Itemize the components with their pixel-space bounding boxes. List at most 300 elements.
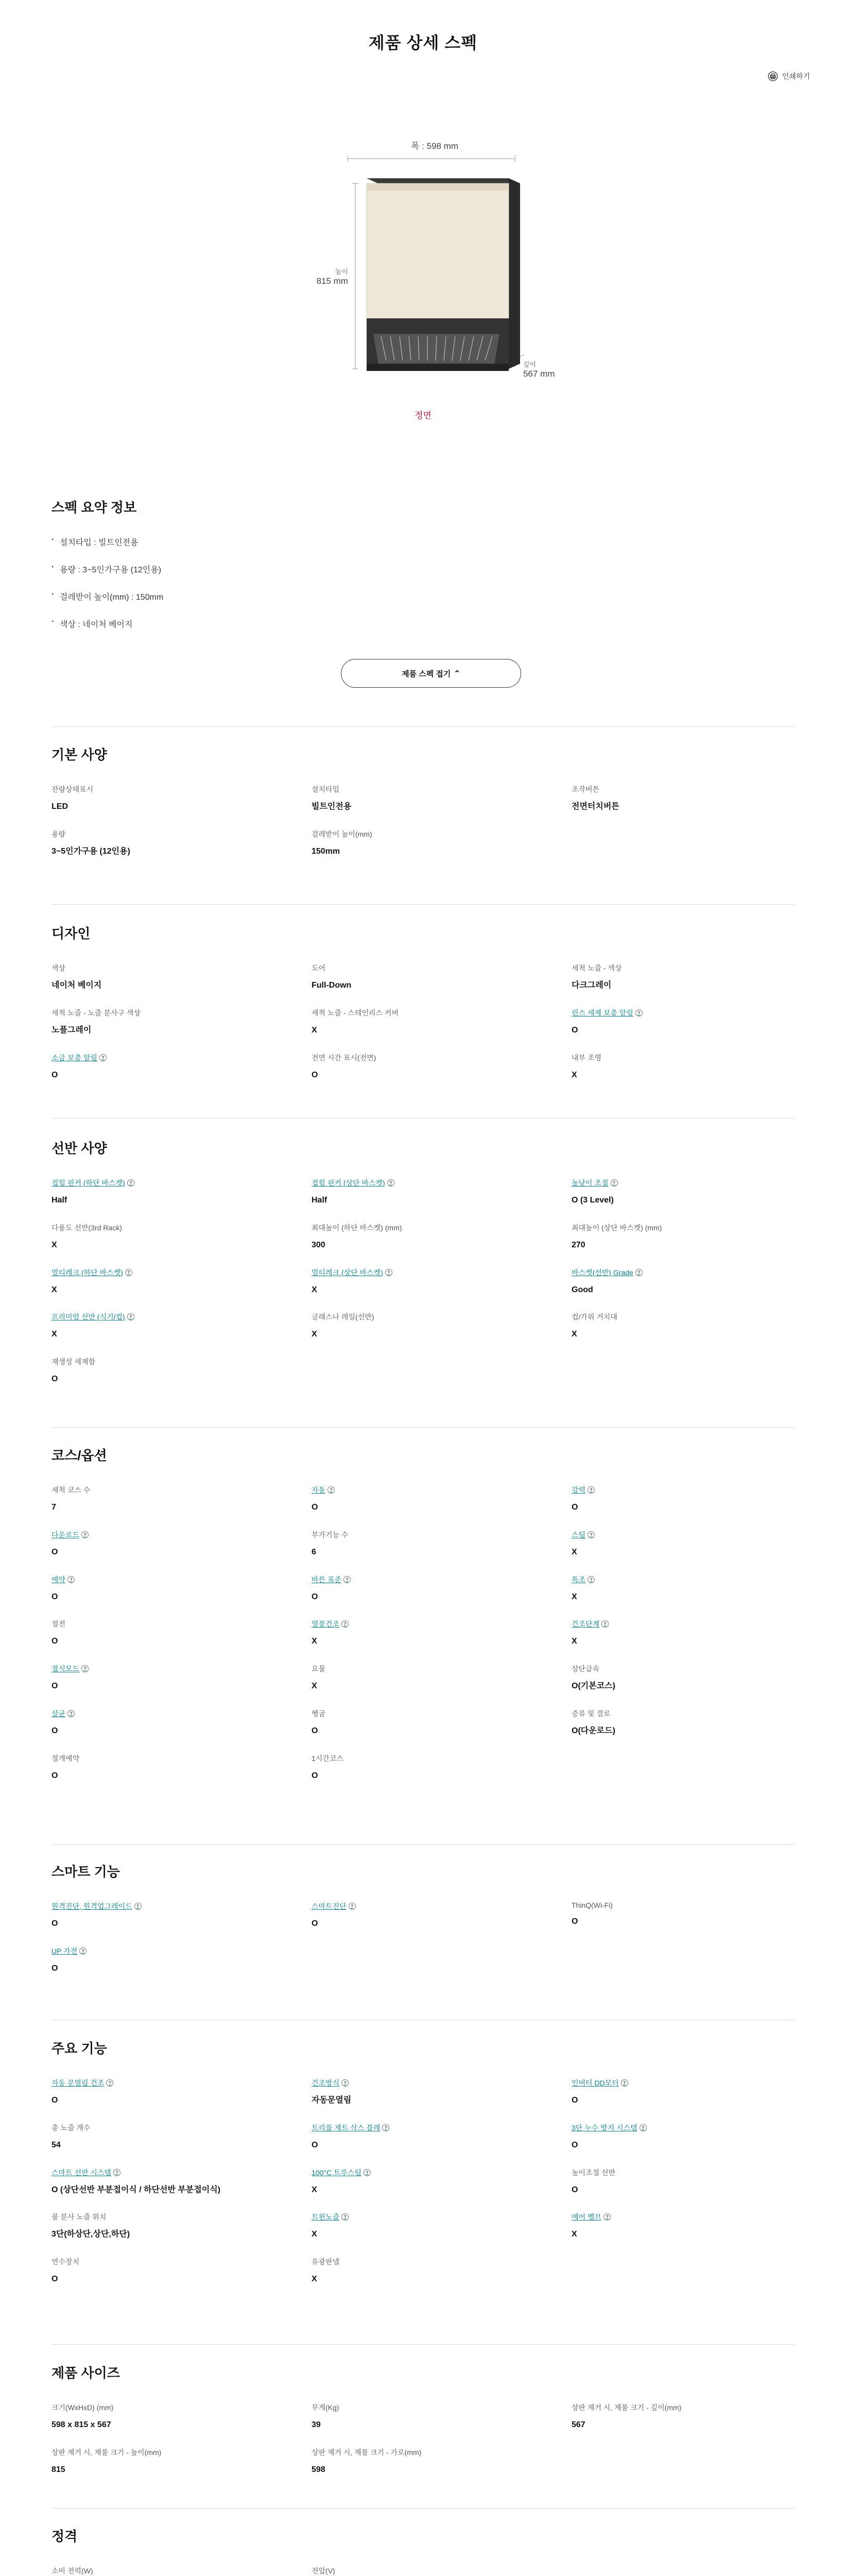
spec-label [312, 2402, 572, 2413]
spec-item [572, 1901, 795, 1930]
spec-item [572, 2402, 795, 2432]
spec-item [51, 2078, 312, 2107]
section-title: 정격 [51, 2529, 78, 2544]
spec-label-text: 자동 [312, 1486, 326, 1494]
spec-label-text: 세척 코스 수 [51, 1486, 91, 1494]
spec-item [51, 1485, 312, 1514]
spec-label-link[interactable] [312, 2078, 572, 2088]
spec-label-text: 잔량상태표시 [51, 785, 94, 793]
help-icon[interactable]: ? [81, 1665, 89, 1672]
printer-icon [768, 71, 778, 81]
spec-grid [51, 2078, 795, 2286]
spec-label-text: 최대높이 (하단 바스켓) (mm) [312, 1223, 402, 1232]
spec-label-link[interactable] [572, 1530, 795, 1540]
spec-item [312, 2566, 572, 2576]
spec-label-text: 바른 표준 [312, 1575, 341, 1584]
spec-item [51, 1530, 312, 1559]
spec-label-text: 무게(Kg) [312, 2403, 339, 2412]
spec-item [51, 963, 312, 992]
spec-label-text: 연수장치 [51, 2258, 80, 2266]
spec-value: 598 [312, 2465, 325, 2474]
spec-label [51, 2257, 312, 2267]
spec-label [51, 1357, 312, 1367]
help-icon[interactable]: ? [385, 1269, 392, 1276]
spec-label-text: 건조단계 [572, 1620, 600, 1629]
spec-value: 자동문열림 [312, 2096, 352, 2105]
spec-label [51, 1223, 312, 1233]
spec-label-link[interactable] [312, 2167, 572, 2178]
help-icon[interactable]: ? [603, 2213, 611, 2221]
help-icon[interactable]: ? [343, 1576, 351, 1583]
spec-value: O [572, 1503, 578, 1512]
spec-item [572, 963, 795, 992]
spec-item [312, 2078, 572, 2107]
summary-item: · 색상 : 네이처 베이지 [51, 618, 795, 630]
spec-value: 다크그레이 [572, 981, 612, 990]
spec-label-text: 전압(V) [312, 2567, 335, 2575]
spec-item [312, 1664, 572, 1693]
spec-label-link[interactable] [51, 1530, 312, 1540]
help-icon[interactable]: ? [588, 1576, 595, 1583]
spec-item [572, 784, 795, 814]
spec-label-link[interactable] [51, 2167, 312, 2178]
section-divider [51, 1427, 795, 1428]
product-figure [278, 138, 566, 427]
spec-summary [51, 497, 795, 645]
spec-value: 150mm [312, 846, 340, 856]
section-title: 코스/옵션 [51, 1448, 107, 1463]
spec-label-link[interactable] [51, 1901, 312, 1911]
spec-value: X [312, 2275, 317, 2284]
spec-label-text: 조작버튼 [572, 785, 600, 793]
spec-label-text: 걸레받이 높이(mm) [312, 829, 372, 838]
spec-item [51, 1223, 312, 1252]
spec-label-text: 접힘 핀커 (하단 바스켓) [51, 1179, 125, 1187]
spec-label-link[interactable] [572, 1574, 795, 1585]
spec-label-text: ThinQ(Wi-Fi) [572, 1901, 613, 1909]
spec-label-text: 다용도 선반(3rd Rack) [51, 1223, 122, 1232]
help-icon[interactable]: ? [364, 2169, 371, 2176]
spec-label-text: 요물 [312, 1665, 326, 1673]
spec-item [312, 1530, 572, 1559]
spec-value: 39 [312, 2420, 321, 2429]
spec-label-text: 글래스나 레일(선반) [312, 1313, 374, 1321]
help-icon[interactable]: ? [387, 1179, 394, 1187]
spec-value: X [312, 1682, 317, 1691]
spec-value: O [51, 1771, 58, 1780]
help-icon[interactable]: ? [635, 1009, 643, 1016]
spec-label-text: 도어 [312, 964, 326, 972]
help-icon[interactable]: ? [79, 1947, 87, 1955]
spec-value: O [51, 1726, 58, 1735]
spec-item [312, 1901, 572, 1930]
spec-label-link[interactable] [312, 2212, 572, 2222]
help-icon[interactable]: ? [635, 1269, 643, 1276]
help-icon[interactable]: ? [125, 1269, 132, 1276]
spec-label-text: 내부 조명 [572, 1053, 601, 1062]
spec-item [51, 1053, 312, 1082]
spec-label [312, 1664, 572, 1674]
spec-item [572, 1008, 795, 1037]
print-label: 인쇄하기 [782, 72, 810, 80]
spec-value: X [312, 1330, 317, 1339]
spec-label-link[interactable] [572, 1267, 795, 1278]
spec-label-text: 건조방식 [312, 2079, 340, 2087]
spec-label-text: 증류 및 결로 [572, 1709, 611, 1718]
print-button[interactable] [768, 71, 810, 81]
help-icon[interactable]: ? [81, 1531, 89, 1538]
spec-label-link[interactable] [51, 1664, 312, 1674]
help-icon[interactable]: ? [382, 2124, 389, 2131]
help-icon[interactable]: ? [113, 2169, 120, 2176]
spec-label-text: 스마트 선반 시스템 [51, 2168, 111, 2177]
spec-value: O [572, 2140, 578, 2149]
spec-item [312, 963, 572, 992]
spec-label-text: 재생성 세제함 [51, 1358, 96, 1366]
help-icon[interactable]: ? [106, 2079, 113, 2087]
spec-label-text: 최대높이 (상단 바스켓) (mm) [572, 1223, 662, 1232]
spec-label [572, 1312, 795, 1322]
spec-value: O [312, 1919, 318, 1928]
spec-item [51, 1619, 312, 1648]
spec-item [572, 2078, 795, 2107]
help-icon[interactable]: ? [640, 2124, 647, 2131]
spec-label-text: 트리플 제트 삭스 블레 [312, 2123, 381, 2132]
section-title: 주요 기능 [51, 2041, 107, 2056]
spec-label-text: 에어 벨브 [572, 2213, 601, 2222]
spec-label-link[interactable] [572, 2212, 795, 2222]
spec-label [572, 784, 795, 794]
help-icon[interactable]: ? [127, 1313, 134, 1320]
help-icon[interactable]: ? [134, 1903, 142, 1910]
spec-item [572, 1619, 795, 1648]
spec-value: O [312, 1726, 318, 1735]
collapse-spec-label: 제품 스펙 접기 [402, 669, 451, 679]
depth-dimension-caption: 깊이 [523, 361, 537, 368]
spec-section [51, 1445, 795, 1783]
spec-label [51, 829, 312, 839]
spec-label-text: 물 분사 노즐 위치 [51, 2213, 107, 2222]
chevron-up-icon: ⌃ [454, 669, 460, 678]
spec-label-text: 크기(WxHxD) (mm) [51, 2403, 114, 2412]
spec-item [572, 1267, 795, 1297]
help-icon[interactable]: ? [621, 2079, 628, 2087]
spec-section [51, 1138, 795, 1386]
spec-label-text: 세척 노즐 - 스테인리스 커버 [312, 1008, 399, 1017]
spec-label-link[interactable] [572, 1008, 795, 1018]
help-icon[interactable]: ? [341, 1620, 349, 1628]
spec-value: O [51, 1375, 58, 1384]
spec-item [51, 2123, 312, 2152]
spec-label-text: 높이조절 선반 [572, 2168, 616, 2177]
spec-label [572, 2402, 795, 2413]
spec-value: 노플그레이 [51, 1025, 92, 1035]
spec-section [51, 744, 795, 858]
spec-label-text: 상판 제거 시, 제품 크기 - 높이(mm) [51, 2448, 162, 2456]
spec-item [51, 1901, 312, 1930]
spec-label [51, 1619, 312, 1629]
spec-section [51, 2363, 795, 2477]
depth-dimension [523, 361, 555, 379]
spec-section [51, 923, 795, 1081]
spec-label [312, 2257, 572, 2267]
spec-label-text: 소금 보충 알림 [51, 1053, 97, 1062]
spec-label-text: 절식모드 [51, 1665, 80, 1673]
spec-item [51, 2566, 312, 2576]
spec-item [312, 1267, 572, 1297]
help-icon[interactable]: ? [127, 1179, 134, 1187]
spec-label-link[interactable] [51, 1574, 312, 1585]
spec-label [51, 2212, 312, 2222]
spec-value: O [51, 1963, 58, 1973]
spec-item [312, 1708, 572, 1738]
spec-value: O [312, 1771, 318, 1780]
spec-label [572, 1708, 795, 1719]
spec-item [51, 1574, 312, 1604]
spec-label-text: 컵/가위 거치대 [572, 1313, 617, 1321]
spec-item [572, 2212, 795, 2241]
spec-value: X [572, 1637, 577, 1646]
spec-label-text: 상단급속 [572, 1665, 600, 1673]
spec-value: 815 [51, 2465, 65, 2474]
section-title: 선반 사양 [51, 1141, 107, 1156]
section-divider [51, 904, 795, 905]
spec-label [572, 1664, 795, 1674]
spec-item [572, 1664, 795, 1693]
section-title: 스마트 기능 [51, 1864, 120, 1879]
spec-value: O(기본코스) [572, 1682, 615, 1691]
spec-label [51, 784, 312, 794]
help-icon[interactable]: ? [601, 1620, 609, 1628]
spec-label [51, 1008, 312, 1018]
spec-value: X [312, 2185, 317, 2194]
spec-label-text: 총 노즐 개수 [51, 2123, 91, 2132]
spec-section [51, 1861, 795, 1975]
spec-value: 300 [312, 1240, 325, 1249]
spec-label-text: 설치타입 [312, 785, 340, 793]
spec-value: O [51, 2275, 58, 2284]
spec-value: O [51, 1070, 58, 1079]
spec-label [312, 784, 572, 794]
spec-label [312, 1753, 572, 1764]
spec-label [51, 2447, 312, 2458]
spec-label-link[interactable] [51, 1708, 312, 1719]
spec-label-link[interactable] [572, 1485, 795, 1495]
spec-label-text: 유광판넬 [312, 2258, 340, 2266]
spec-value: O [572, 1025, 578, 1035]
spec-value: O [572, 2185, 578, 2194]
spec-grid [51, 2566, 795, 2576]
summary-title: 스펙 요약 정보 [51, 500, 137, 515]
spec-value: X [572, 1070, 577, 1079]
spec-label [572, 1053, 795, 1063]
spec-label-link[interactable] [312, 1574, 572, 1585]
help-icon[interactable]: ? [611, 1179, 618, 1187]
spec-item [312, 2123, 572, 2152]
spec-label [312, 963, 572, 973]
help-icon[interactable]: ? [588, 1486, 595, 1494]
spec-label-link[interactable] [312, 1267, 572, 1278]
spec-value: O [572, 2096, 578, 2105]
spec-label-text: 1시간코스 [312, 1754, 343, 1762]
spec-value: Full-Down [312, 981, 352, 990]
spec-value: 3단(하상단,상단,하단) [51, 2230, 130, 2239]
spec-value: 54 [51, 2140, 61, 2149]
help-icon[interactable]: ? [341, 2213, 349, 2221]
section-title: 제품 사이즈 [51, 2365, 120, 2381]
section-divider [51, 2508, 795, 2509]
spec-label-link[interactable] [572, 1178, 795, 1188]
spec-label-text: 예약 [51, 1575, 66, 1584]
spec-label [312, 1223, 572, 1233]
spec-label-link[interactable] [51, 1312, 312, 1322]
spec-item [312, 2212, 572, 2241]
spec-label [572, 2167, 795, 2178]
spec-item [51, 1664, 312, 1693]
spec-value: 빌트인전용 [312, 802, 352, 811]
spec-item [51, 784, 312, 814]
spec-value: O [51, 1547, 58, 1556]
spec-label-text: 용량 [51, 829, 66, 838]
help-icon[interactable]: ? [327, 1486, 335, 1494]
spec-item [312, 829, 572, 858]
spec-item [572, 1708, 795, 1738]
spec-label-text: 세척 노즐 - 노즐 분사구 색상 [51, 1008, 141, 1017]
spec-item [312, 1053, 572, 1082]
spec-value: X [51, 1330, 57, 1339]
spec-section [51, 2526, 795, 2576]
spec-value: O [51, 1592, 58, 1601]
section-divider [51, 1844, 795, 1845]
spec-label-text: 스마트진단 [312, 1902, 347, 1910]
spec-item [51, 2212, 312, 2241]
spec-item [312, 2167, 572, 2197]
spec-label [572, 963, 795, 973]
help-icon[interactable]: ? [349, 1903, 356, 1910]
spec-item [51, 1753, 312, 1783]
spec-value: O [312, 1592, 318, 1601]
spec-label [312, 1530, 572, 1540]
spec-label-text: 3단 누수 방지 시스템 [572, 2123, 637, 2132]
spec-label [51, 2123, 312, 2133]
spec-value: 3~5인가구용 (12인용) [51, 846, 130, 856]
spec-value: X [572, 2230, 577, 2239]
spec-item [572, 1053, 795, 1082]
spec-label-text: 바스켓(선반) Grade [572, 1268, 633, 1277]
summary-list [51, 536, 795, 630]
spec-value: 567 [572, 2420, 585, 2429]
spec-value: O [312, 1503, 318, 1512]
spec-label [51, 2566, 312, 2576]
spec-label [572, 1901, 795, 1909]
depth-dimension-value: 567 mm [523, 368, 555, 379]
spec-item [312, 784, 572, 814]
spec-label-text: 트윈노즐 [312, 2213, 340, 2222]
spec-item [312, 1485, 572, 1514]
spec-label-link[interactable] [51, 1267, 312, 1278]
spec-label [312, 1312, 572, 1322]
spec-label-link[interactable] [51, 1053, 312, 1063]
spec-item [572, 2167, 795, 2197]
height-dimension [299, 268, 348, 286]
spec-label-text: 자동 문열림 건조 [51, 2079, 105, 2087]
spec-label-link[interactable] [51, 1946, 312, 1956]
spec-value: X [572, 1330, 577, 1339]
spec-item [312, 1753, 572, 1783]
spec-label-link[interactable] [312, 1485, 572, 1495]
spec-grid [51, 963, 795, 1081]
section-title: 디자인 [51, 926, 91, 941]
help-icon[interactable]: ? [67, 1576, 75, 1583]
spec-item [312, 2447, 572, 2477]
spec-label-link[interactable] [312, 1619, 572, 1629]
section-title: 기본 사양 [51, 747, 107, 762]
help-icon[interactable]: ? [99, 1054, 107, 1061]
help-icon[interactable]: ? [67, 1710, 75, 1717]
collapse-spec-button[interactable] [341, 659, 521, 688]
spec-label-text: 강력 [572, 1486, 586, 1494]
spec-value: 270 [572, 1240, 585, 1249]
spec-label-link[interactable] [312, 1901, 572, 1911]
spec-value: O [572, 1917, 578, 1926]
spec-label [51, 963, 312, 973]
spec-item [572, 1223, 795, 1252]
spec-value: O [51, 1919, 58, 1928]
spec-label-link[interactable] [312, 2123, 572, 2133]
spec-item [312, 1223, 572, 1252]
spec-item [51, 1357, 312, 1386]
spec-item [312, 1619, 572, 1648]
spec-label [51, 2402, 312, 2413]
spec-label [312, 1008, 572, 1018]
spec-value: LED [51, 802, 68, 811]
spec-label-link[interactable] [51, 1178, 312, 1188]
spec-label-link[interactable] [572, 2078, 795, 2088]
page-title: 제품 상세 스펙 [368, 33, 478, 52]
spec-value: X [312, 1637, 317, 1646]
spec-label-link[interactable] [572, 1619, 795, 1629]
spec-item [51, 1946, 312, 1975]
spec-label-link[interactable] [572, 2123, 795, 2133]
spec-label-text: 전면 시간 표시(전면) [312, 1053, 376, 1062]
spec-label-link[interactable] [312, 1178, 572, 1188]
spec-label-text: 절전 [51, 1620, 66, 1629]
spec-grid [51, 1178, 795, 1386]
spec-label [51, 1753, 312, 1764]
spec-label-link[interactable] [51, 2078, 312, 2088]
spec-value: X [312, 1025, 317, 1035]
spec-value: 6 [312, 1547, 316, 1556]
spec-label-text: 100°C 트루스팀 [312, 2168, 362, 2177]
spec-label [312, 829, 572, 839]
spec-item [572, 1485, 795, 1514]
spec-value: O [51, 1637, 58, 1646]
spec-label-text: 살균 [51, 1709, 66, 1718]
help-icon[interactable]: ? [341, 2079, 349, 2087]
help-icon[interactable]: ? [588, 1531, 595, 1538]
summary-item: · 용량 : 3~5인가구용 (12인용) [51, 563, 795, 575]
summary-item: · 설치타입 : 빌트인전용 [51, 536, 795, 548]
spec-item [51, 2257, 312, 2286]
spec-value: X [312, 1285, 317, 1294]
spec-label-text: 상판 제거 시, 제품 크기 - 깊이(mm) [572, 2403, 682, 2412]
spec-value: X [572, 1592, 577, 1601]
spec-value: 598 x 815 x 567 [51, 2420, 111, 2429]
spec-label [572, 1223, 795, 1233]
spec-item [312, 2257, 572, 2286]
width-dimension: 폭 : 598 mm [411, 141, 459, 151]
spec-label-text: 프리미엄 선반 (식기/컵) [51, 1313, 125, 1321]
